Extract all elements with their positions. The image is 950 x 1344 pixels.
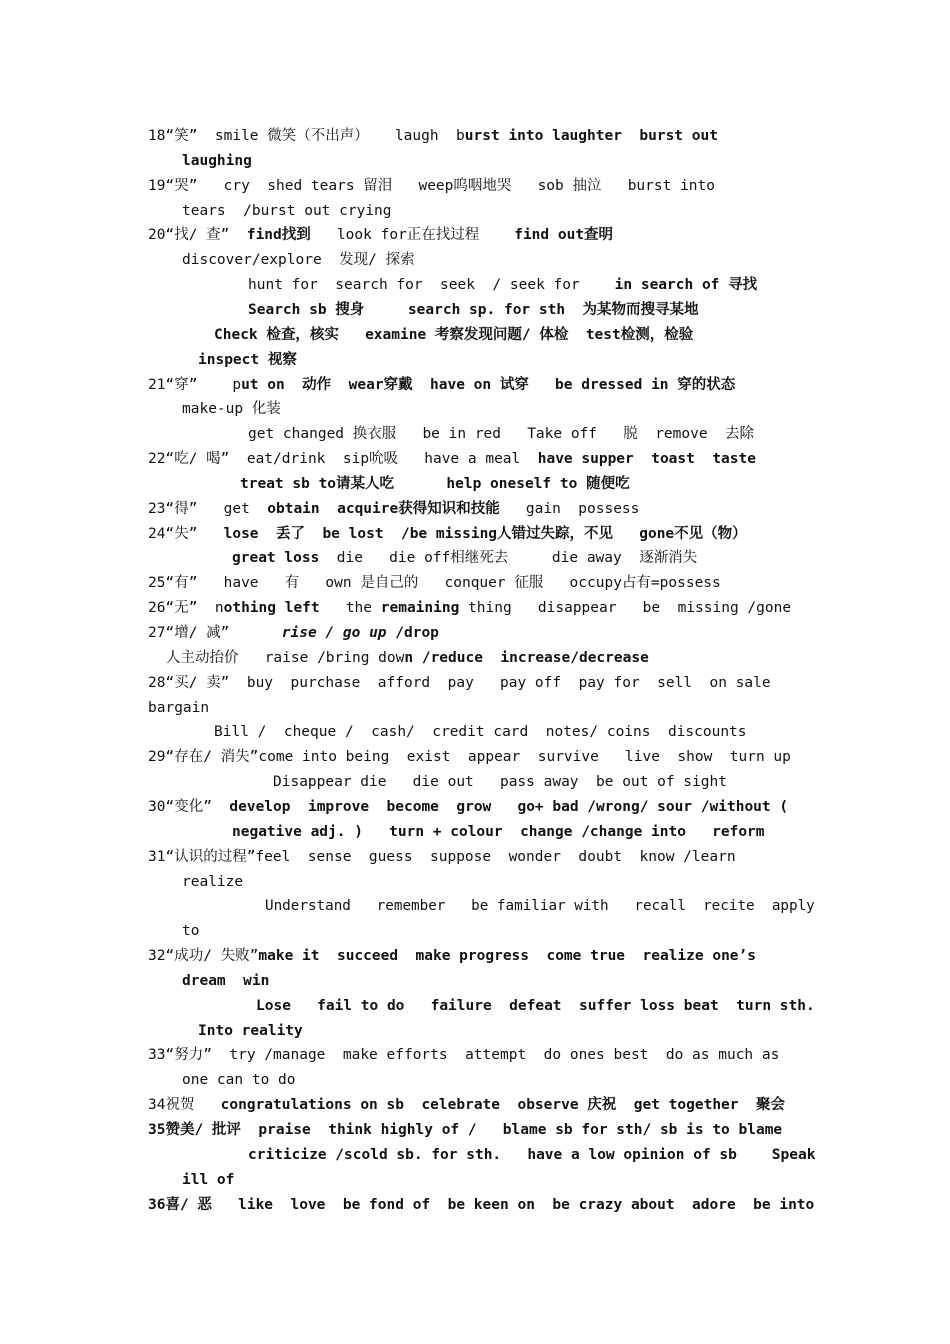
text-line [148, 447, 756, 472]
text-line [248, 1143, 815, 1168]
text-segment: 35赞美/ 批评 praise think highly of / blame sb for sth/ sb is to blame [148, 1122, 783, 1138]
text-segment: 23“得” get [148, 500, 268, 517]
text-segment: the [319, 600, 381, 617]
text-segment: Understand remember be familiar with recall recite apply [265, 898, 815, 915]
text-line [148, 621, 439, 646]
text-segment: 18“笑” smile 微笑（不出声） laugh b [148, 128, 465, 144]
text-segment: tears /burst out crying [182, 202, 392, 219]
text-segment: 26“无” n [148, 600, 224, 617]
text-segment: 21“穿” p [148, 376, 242, 393]
text-line [240, 472, 630, 497]
text-segment: Search sb 搜身 search sp. for sth 为某物而搜寻某地 [248, 301, 699, 318]
text-segment: 27“增/ 减” [148, 625, 282, 641]
text-segment: to [182, 923, 200, 940]
text-segment: hunt for search for seek / seek for [248, 277, 615, 294]
text-line [182, 397, 281, 422]
text-line [232, 546, 697, 571]
text-line [182, 1168, 234, 1193]
text-segment: 29“存在/ 消失”come into being exist appear survive live show turn up [148, 749, 791, 766]
text-segment: 人主动抬价 raise /bring dow [166, 649, 405, 666]
text-segment: dream win [182, 972, 270, 989]
text-segment: in search of 寻找 [614, 277, 758, 294]
text-line [198, 1019, 303, 1044]
text-line [148, 497, 639, 522]
text-line [182, 199, 392, 224]
text-line [182, 969, 269, 994]
text-segment: bargain [148, 699, 210, 716]
text-line [248, 298, 699, 323]
text-segment: 36喜/ 恶 like love be fond of be keen on be crazy about adore be into [148, 1196, 815, 1213]
text-line [248, 422, 754, 447]
text-segment: discover/explore 发现/ 探索 [182, 252, 415, 269]
text-line [182, 149, 252, 174]
text-segment: have supper toast taste [537, 451, 756, 468]
text-line [148, 522, 747, 547]
text-line [232, 820, 765, 845]
text-segment: develop improve become grow go+ bad /wrong/ sour /without ( [229, 798, 789, 815]
text-segment: lose 丢了 be lost /be missing人错过失踪，不见 gone不见（物） [223, 525, 747, 542]
text-line [148, 1093, 785, 1118]
text-line [148, 745, 791, 770]
text-line [148, 845, 736, 870]
text-line [182, 870, 243, 895]
text-segment: criticize /scold sb. for sth. have a low opinion of sb Speak [248, 1146, 816, 1163]
text-line [148, 1193, 814, 1218]
text-line [265, 894, 815, 919]
text-segment: urst into laughter burst out [464, 128, 718, 144]
text-line [148, 373, 735, 398]
text-segment: treat sb to请某人吃 help oneself to 随便吃 [240, 475, 630, 492]
text-segment: 31“认识的过程”feel sense guess suppose wonder doubt know /learn [148, 848, 736, 865]
text-line [182, 248, 415, 273]
text-line [148, 795, 788, 820]
text-segment: realize [182, 873, 244, 890]
text-segment: congratulations on sb celebrate observe 庆祝 get together 聚会 [220, 1097, 785, 1114]
text-segment: make-up 化装 [182, 401, 281, 418]
text-line [182, 919, 199, 944]
text-segment: find out查明 [514, 227, 614, 244]
text-line [148, 1043, 779, 1068]
text-line [148, 124, 718, 149]
text-segment: remaining [380, 600, 460, 617]
text-segment: 34祝贺 [148, 1097, 221, 1114]
text-segment: inspect 视察 [198, 351, 297, 368]
text-segment: look for正在找过程 [310, 227, 515, 244]
text-segment: get changed 换衣服 be in red Take off 脱 remove 去除 [248, 426, 755, 443]
text-line [148, 571, 721, 596]
text-line [273, 770, 727, 795]
text-segment: one can to do [182, 1072, 296, 1089]
text-segment: obtain acquire获得知识和技能 [267, 500, 500, 517]
text-segment: 28“买/ 卖” buy purchase afford pay pay off pay for sell on sale [148, 674, 771, 691]
text-segment: find找到 [246, 227, 311, 244]
text-segment: great loss [232, 550, 320, 567]
text-line [148, 1118, 782, 1143]
text-segment: 32“成功/ 失败” [148, 948, 259, 965]
text-segment: negative adj. ) turn + colour change /change into reform [232, 823, 765, 840]
text-segment: othing left [223, 600, 320, 617]
text-segment: die die off相继死去 die away 逐渐消失 [319, 550, 698, 567]
text-line [148, 596, 791, 621]
text-line [182, 1068, 296, 1093]
text-line [166, 646, 649, 671]
text-segment: laughing [182, 152, 252, 169]
text-segment: make it succeed make progress come true realize one’s [258, 948, 756, 965]
text-segment: /drop [386, 625, 439, 641]
text-line [148, 696, 209, 721]
text-segment: Check 检查，核实 examine 考察发现问题/ 体检 test检测，检验 [214, 326, 694, 343]
text-segment: Lose fail to do failure defeat suffer loss beat turn sth. [256, 997, 815, 1014]
text-line [248, 273, 757, 298]
text-segment: 33“努力” try /manage make efforts attempt do ones best do as much as [148, 1047, 780, 1064]
text-line [214, 720, 747, 745]
text-segment: 19“哭” cry shed tears 留泪 weep呜咽地哭 sob 抽泣 burst into [148, 177, 715, 194]
text-line [198, 348, 297, 373]
text-segment: Into reality [198, 1022, 303, 1039]
text-segment: rise / go up [281, 625, 387, 641]
text-segment: 22“吃/ 喝” eat/drink sip吮吸 have a meal [148, 451, 538, 468]
text-segment: gain possess [499, 500, 640, 517]
text-line [148, 944, 756, 969]
text-segment: 24“失” [148, 525, 224, 542]
text-line [148, 223, 613, 248]
text-segment: Disappear die die out pass away be out of sight [273, 774, 727, 791]
text-line [148, 671, 771, 696]
text-line [256, 994, 815, 1019]
text-segment: 25“有” have 有 own 是自己的 conquer 征服 occupy占有=possess [148, 575, 721, 592]
text-line [148, 174, 715, 199]
text-segment: 30“变化” [148, 798, 230, 815]
text-segment: ill of [182, 1171, 235, 1188]
text-segment: ut on 动作 wear穿戴 have on 试穿 be dressed in 穿的状态 [241, 376, 736, 393]
text-segment: Bill / cheque / cash/ credit card notes/ coins discounts [214, 724, 747, 741]
text-segment: 20“找/ 查” [148, 227, 247, 244]
text-line [214, 323, 693, 348]
text-segment: thing disappear be missing /gone [459, 600, 792, 617]
text-segment: n /reduce increase/decrease [404, 649, 649, 666]
